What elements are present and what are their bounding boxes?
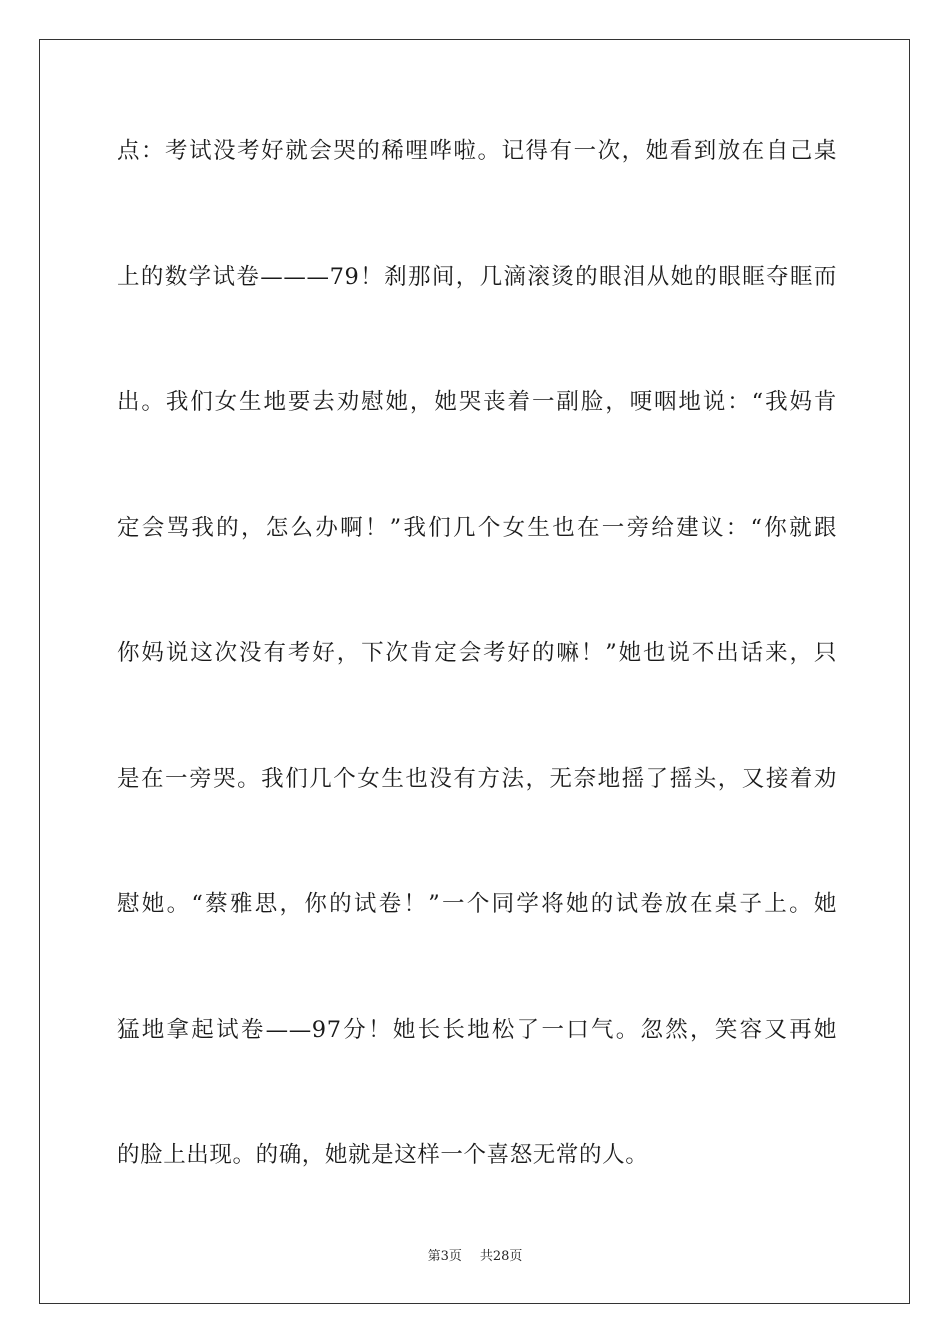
paragraph-line: 猛地拿起试卷——97分！她长长地松了一口气。忽然，笑容又再她 (117, 1016, 837, 1043)
page-total: 共28页 (479, 1249, 523, 1264)
paragraph-line: 上的数学试卷———79！刹那间，几滴滚烫的眼泪从她的眼眶夺眶而 (117, 263, 837, 290)
paragraph-line: 你妈说这次没有考好，下次肯定会考好的嘛！”她也说不出话来，只 (117, 640, 837, 666)
paragraph-line: 出。我们女生地要去劝慰她，她哭丧着一副脸，哽咽地说：“我妈肯 (117, 389, 837, 415)
paragraph-line: 慰她。“蔡雅思，你的试卷！”一个同学将她的试卷放在桌子上。她 (117, 891, 837, 917)
paragraph-line: 定会骂我的，怎么办啊！”我们几个女生也在一旁给建议：“你就跟 (117, 514, 837, 541)
document-body (117, 131, 837, 1261)
page-number: 第3页 (427, 1249, 462, 1264)
paragraph-line: 点：考试没考好就会哭的稀哩哗啦。记得有一次，她看到放在自己桌 (117, 138, 837, 164)
page-footer (0, 1245, 950, 1264)
paragraph-line: 是在一旁哭。我们几个女生也没有方法，无奈地摇了摇头，又接着劝 (117, 765, 837, 792)
paragraph-line-last: 的脸上出现。的确，她就是这样一个喜怒无常的人。 (117, 1142, 649, 1168)
